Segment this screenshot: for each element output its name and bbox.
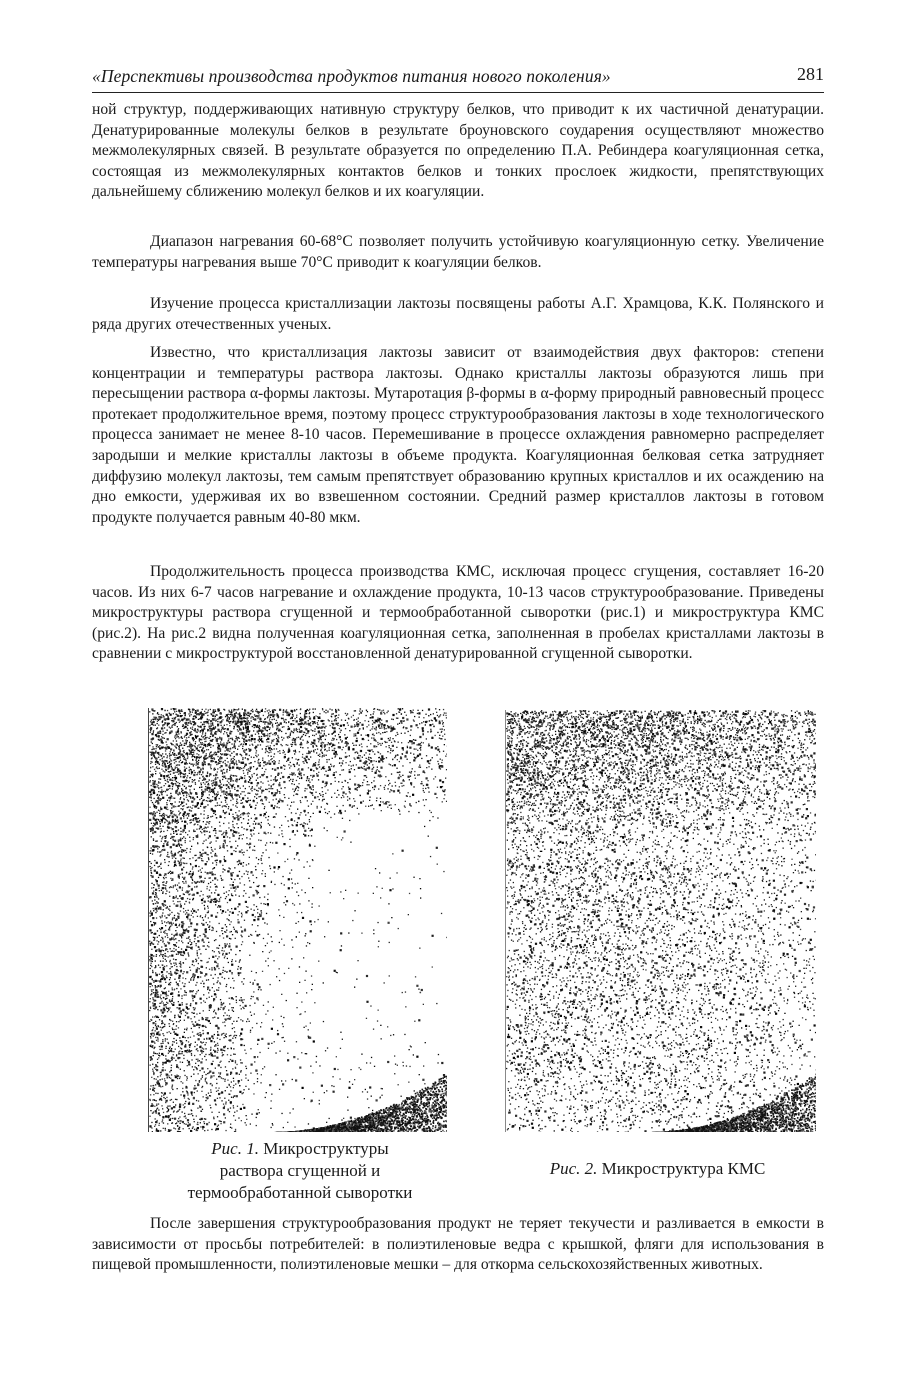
figure-2-micrograph	[505, 710, 816, 1132]
figure-1-caption-line2: раствора сгущенной и	[140, 1160, 460, 1182]
paragraph-5: Продолжительность процесса производства КМС, исключая процесс сгущения, составляет 16-20 часов. Из них 6-7 часов нагревание и охлаждение продукта, 10-13 часов структурообразование. Приведены микроструктуры раствора сгущенной и термообработанной сыворотки (рис.1) и микроструктура КМС (рис.2). На рис.2 видна полученная коагуляционная сетка, заполненная в пробелах кристаллами лактозы в сравнении с микроструктурой восстановленной денатурированной сгущенной сыворотки.	[92, 562, 824, 665]
figure-2-number: Рис. 2.	[550, 1159, 598, 1178]
figure-1-micrograph	[148, 708, 447, 1132]
micrograph-1-image	[149, 708, 447, 1132]
figure-1-number: Рис. 1.	[211, 1139, 259, 1158]
paragraph-6: После завершения структурообразования продукт не теряет текучести и разливается в емкости в зависимости от просьбы потребителей: в полиэтиленовые ведра с крышкой, фляги для использования в пищевой промышленности, полиэтиленовые мешки – для откорма сельскохозяйственных животных.	[92, 1214, 824, 1276]
figure-1-caption-line1: Микроструктуры	[259, 1139, 389, 1158]
figure-1-caption-line3: термообработанной сыворотки	[140, 1182, 460, 1204]
running-header	[92, 66, 824, 93]
figure-2-caption	[490, 1158, 825, 1180]
paragraph-1: ной структур, поддерживающих нативную структуру белков, что приводит к их частичной денатурации. Денатурированные молекулы белков в результате броуновского соударения осуществляют множество межмолекулярных связей. В результате образуется по определению П.А. Ребиндера коагуляционная сетка, состоящая из межмолекулярных контактов белков и тонких прослоек жидкости, препятствующих дальнейшему сближению молекул белков и их коагуляции.	[92, 100, 824, 203]
figure-2-caption-text: Микроструктура КМС	[597, 1159, 765, 1178]
micrograph-2-image	[506, 710, 816, 1132]
paragraph-4: Известно, что кристаллизация лактозы зависит от взаимодействия двух факторов: степени концентрации и температуры раствора лактозы. Однако кристаллы лактозы образуются лишь при пересыщении раствора α-формы лактозы. Мутаротация β-формы в α-форму природный равновесный процесс протекает продолжительное время, поэтому процесс структурообразования лактозы в ходе технологического процесса занимает не менее 8-10 часов. Перемешивание в процессе охлаждения равномерно распределяет зародыши и мелкие кристаллы лактозы в объеме продукта. Коагуляционная белковая сетка затрудняет диффузию молекул лактозы, тем самым препятствует образованию крупных кристаллов и их осаждению на дно емкости, удерживая их во взвешенном состоянии. Средний размер кристаллов лактозы в готовом продукте получается равным 40-80 мкм.	[92, 343, 824, 528]
header-title: «Перспективы производства продуктов питания нового поколения»	[92, 66, 611, 87]
paragraph-3: Изучение процесса кристаллизации лактозы посвящены работы А.Г. Храмцова, К.К. Полянского и ряда других отечественных ученых.	[92, 294, 824, 335]
figure-1-caption	[140, 1138, 460, 1204]
page-number: 281	[797, 64, 824, 85]
paragraph-2: Диапазон нагревания 60-68°С позволяет получить устойчивую коагуляционную сетку. Увеличение температуры нагревания выше 70°С приводит к коагуляции белков.	[92, 232, 824, 273]
